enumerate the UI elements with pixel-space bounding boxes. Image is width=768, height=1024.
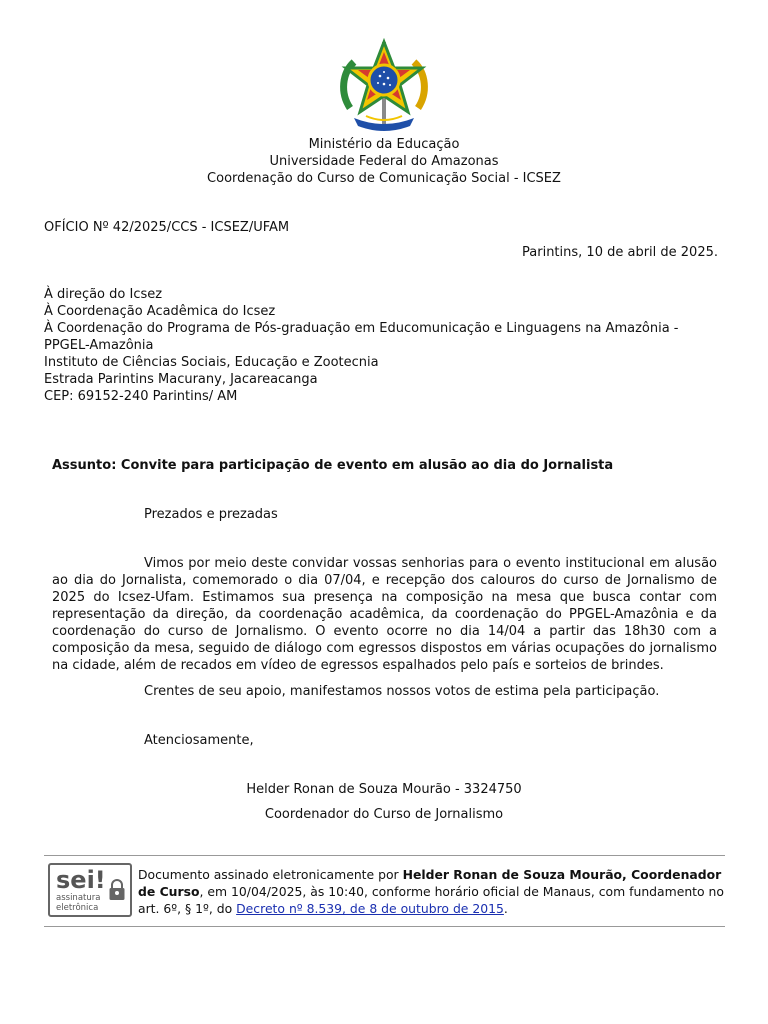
body-paragraph: Vimos por meio deste convidar vossas senhorias para o evento institucional em alusão ao dia do Jornalista, comemorado o dia 07/04, e recepção dos calouros do curso de Jornalismo de 2025 do Icsez-Ufam. Estimamos sua presença na composição na mesa que busca contar com representação da direção, da coordenação acadêmica, da coordenação do PPGEL-Amazônia e da coordenação do curso de Jornalismo. O evento ocorre no dia 14/04 a partir das 18h30 com a composição da mesa, seguido de diálogo com egressos dispostos em várias ocupações do jornalismo na cidade, além de recados em vídeo de egressos espalhados pelo país e sorteios de brindes.	[52, 556, 717, 673]
brazil-coat-of-arms-icon	[336, 38, 432, 136]
document-header	[0, 136, 768, 187]
recipient-line: Instituto de Ciências Sociais, Educação e Zootecnia	[44, 355, 379, 370]
oficio-number: OFÍCIO Nº 42/2025/CCS - ICSEZ/UFAM	[44, 220, 290, 235]
header-university: Universidade Federal do Amazonas	[269, 154, 499, 169]
header-ministry: Ministério da Educação	[308, 137, 460, 152]
recipient-line: À direção do Icsez	[44, 287, 163, 302]
subject-line: Assunto: Convite para participação de evento em alusão ao dia do Jornalista	[52, 458, 614, 473]
decree-link[interactable]: Decreto nº 8.539, de 8 de outubro de 2015	[236, 901, 504, 916]
recipient-line: CEP: 69152-240 Parintins/ AM	[44, 389, 238, 404]
sei-text-prefix: Documento assinado eletronicamente por	[138, 867, 403, 882]
sei-text-suffix: .	[503, 901, 508, 916]
recipients-block	[44, 286, 724, 405]
salutation: Atenciosamente,	[144, 733, 254, 748]
header-department: Coordenação do Curso de Comunicação Social - ICSEZ	[207, 171, 561, 186]
recipient-line: À Coordenação Acadêmica do Icsez	[44, 304, 276, 319]
sei-logo	[48, 863, 132, 917]
sei-logo-sub2: eletrônica	[56, 903, 99, 913]
signature-name: Helder Ronan de Souza Mourão - 3324750	[246, 782, 522, 797]
sei-signer: Helder Ronan de Souza Mourão, Coordenador de Curso	[138, 867, 722, 899]
sei-logo-text: sei!	[56, 866, 106, 894]
recipient-line: À Coordenação do Programa de Pós-graduação em Educomunicação e Linguagens na Amazônia - PPGEL-Amazônia	[44, 321, 679, 353]
greeting: Prezados e prezadas	[144, 507, 278, 522]
signature-role: Coordenador do Curso de Jornalismo	[264, 807, 504, 822]
closing-line: Crentes de seu apoio, manifestamos nossos votos de estima pela participação.	[144, 684, 660, 699]
sei-text-middle: , em 10/04/2025, às 10:40, conforme horário oficial de Manaus, com fundamento no art. 6º, § 1º, do	[138, 884, 724, 916]
lock-icon	[108, 879, 126, 906]
sei-logo-sub1: assinatura	[56, 893, 101, 903]
recipient-line: Estrada Parintins Macurany, Jacareacanga	[44, 372, 318, 387]
document-date: Parintins, 10 de abril de 2025.	[522, 245, 718, 260]
electronic-signature-text	[138, 866, 726, 917]
